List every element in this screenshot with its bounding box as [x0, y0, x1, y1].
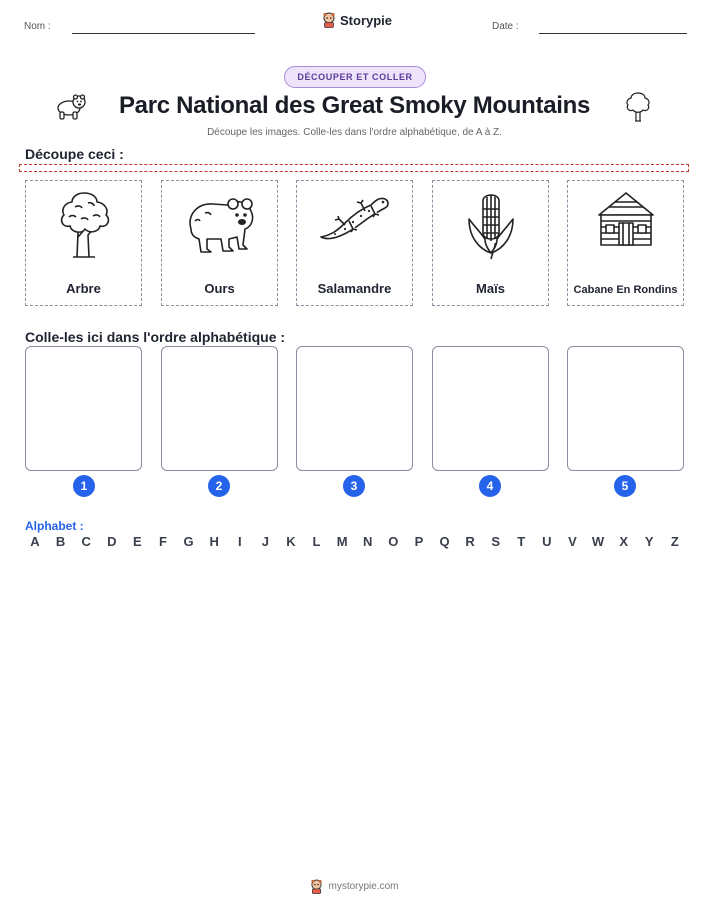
alphabet-letter: K	[286, 534, 296, 549]
alphabet-letter: Q	[439, 534, 450, 549]
cut-card-corn[interactable]	[432, 180, 549, 306]
instructions: Découpe les images. Colle-les dans l'ordre alphabétique, de A à Z.	[207, 127, 502, 138]
alphabet-letter: Z	[670, 534, 679, 549]
footer-url[interactable]: mystorypie.com	[328, 881, 399, 892]
name-line	[72, 33, 255, 34]
paste-box-3[interactable]	[296, 346, 413, 471]
alphabet-letter: M	[336, 534, 348, 549]
alphabet-letter: C	[81, 534, 91, 549]
brand-name: Storypie	[340, 12, 393, 28]
tree-icon	[624, 91, 652, 123]
alphabet-letter: V	[568, 534, 577, 549]
name-label: Nom :	[24, 21, 51, 32]
alphabet-letter: J	[261, 534, 269, 549]
alphabet-letter: A	[30, 534, 40, 549]
card-label: Cabane En Rondins	[573, 284, 678, 296]
alphabet-row	[25, 534, 685, 549]
slot-number-2: 2	[208, 475, 230, 497]
alphabet-letter: X	[619, 534, 628, 549]
cut-card-salamander[interactable]	[296, 180, 413, 306]
alphabet-letter: S	[491, 534, 501, 549]
card-label: Maïs	[476, 281, 505, 296]
paste-box-4[interactable]	[432, 346, 549, 471]
card-label: Salamandre	[317, 281, 392, 296]
paste-box-2[interactable]	[161, 346, 278, 471]
paste-section-label: Colle-les ici dans l'ordre alphabétique :	[25, 329, 286, 345]
slot-number-1: 1	[73, 475, 95, 497]
storypie-mascot-icon	[310, 879, 323, 894]
cut-section-label: Découpe ceci :	[25, 146, 124, 162]
alphabet-letter: L	[312, 534, 321, 549]
activity-badge: DÉCOUPER ET COLLER	[284, 66, 426, 88]
alphabet-letter: W	[591, 534, 605, 549]
paste-box-1[interactable]	[25, 346, 142, 471]
alphabet-letter: G	[183, 534, 194, 549]
alphabet-letter: P	[414, 534, 424, 549]
storypie-mascot-icon	[322, 12, 336, 28]
alphabet-letter: F	[158, 534, 167, 549]
alphabet-letter: Y	[644, 534, 654, 549]
alphabet-letter: O	[388, 534, 399, 549]
page-title: Parc National des Great Smoky Mountains	[118, 92, 591, 119]
cut-card-log-cabin[interactable]	[567, 180, 684, 306]
alphabet-letter: H	[209, 534, 219, 549]
alphabet-letter: B	[55, 534, 66, 549]
cut-card-tree[interactable]	[25, 180, 142, 306]
alphabet-letter: E	[133, 534, 142, 549]
brand-logo	[322, 12, 392, 28]
date-label: Date :	[492, 21, 519, 32]
tree-icon	[53, 189, 115, 261]
slot-number-4: 4	[479, 475, 501, 497]
footer	[0, 879, 709, 894]
alphabet-label: Alphabet :	[25, 519, 84, 533]
card-label: Ours	[204, 281, 235, 296]
alphabet-letter: R	[465, 534, 475, 549]
card-label: Arbre	[66, 281, 101, 296]
paste-box-5[interactable]	[567, 346, 684, 471]
salamander-icon	[317, 187, 393, 247]
cut-card-bear[interactable]	[161, 180, 278, 306]
slot-number-3: 3	[343, 475, 365, 497]
alphabet-letter: N	[363, 534, 373, 549]
corn-icon	[463, 189, 519, 263]
alphabet-letter: U	[542, 534, 552, 549]
slot-number-5: 5	[614, 475, 636, 497]
log-cabin-icon	[595, 189, 657, 251]
cut-line	[19, 164, 689, 172]
alphabet-letter: T	[517, 534, 526, 549]
date-line	[539, 33, 687, 34]
alphabet-letter: D	[107, 534, 117, 549]
alphabet-letter: I	[237, 534, 242, 549]
bear-icon	[181, 189, 259, 261]
